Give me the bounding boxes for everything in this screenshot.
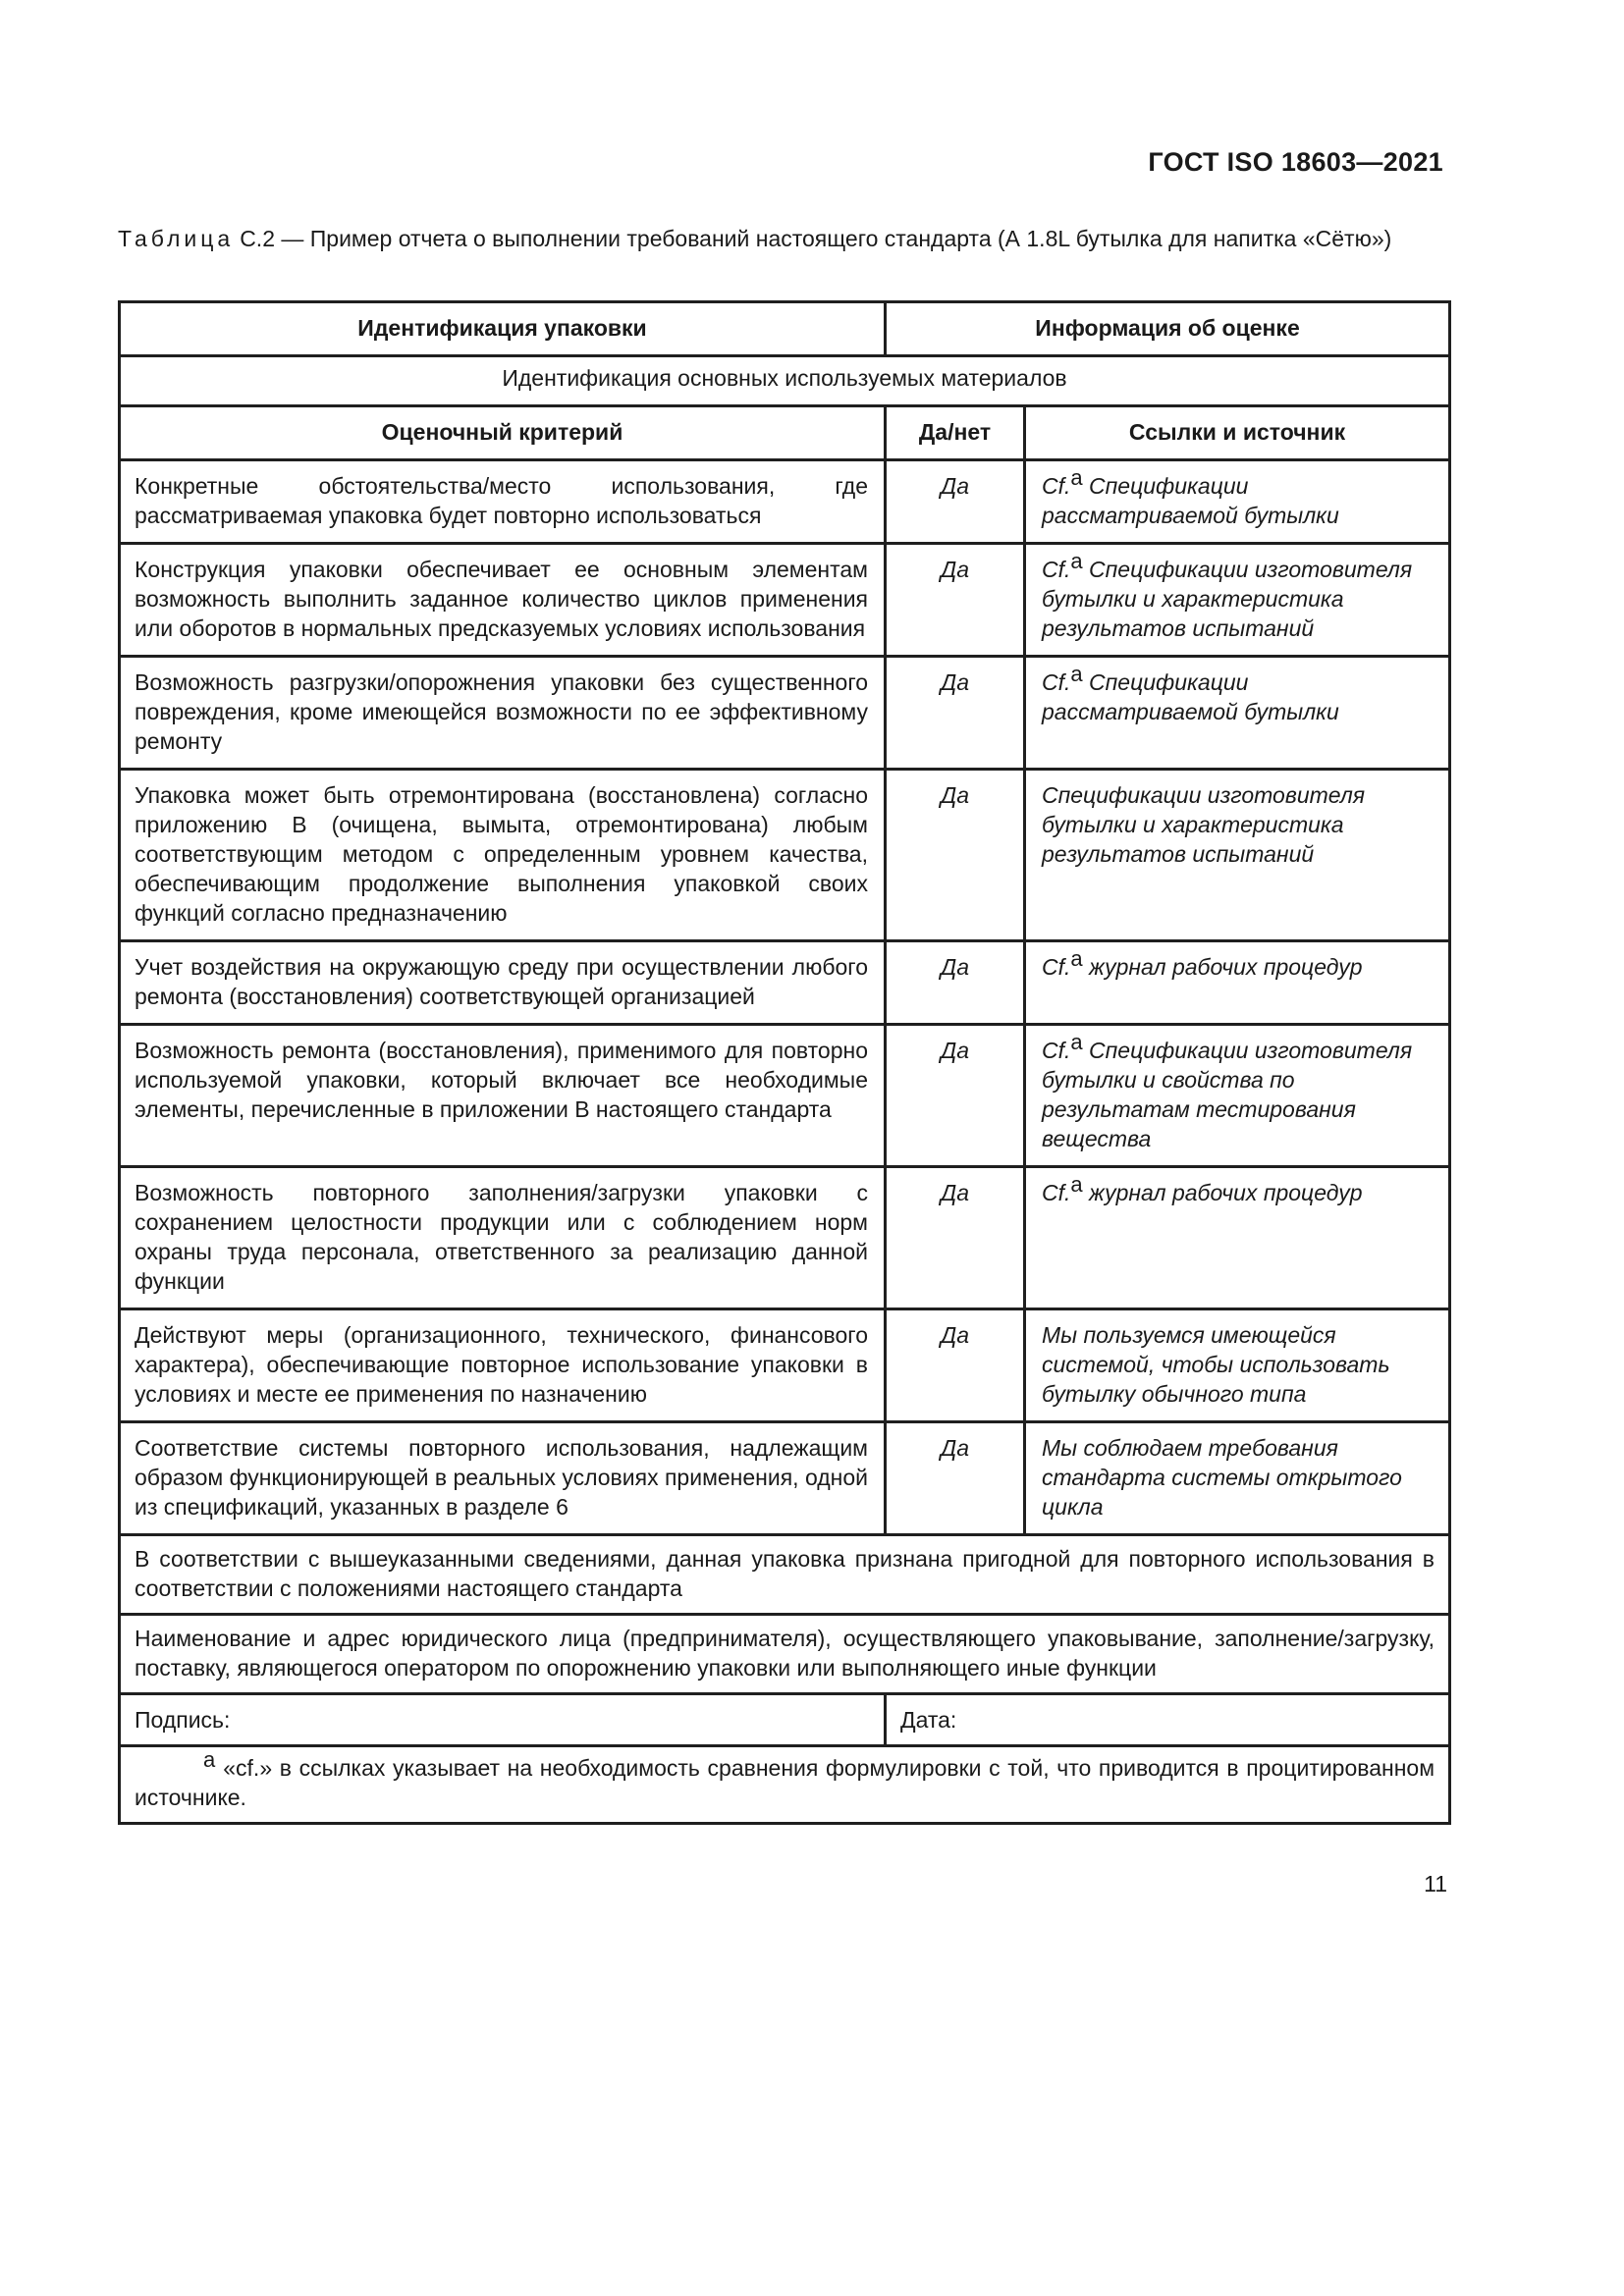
footnote-ref-mark: a [1070, 946, 1083, 971]
ref-text: Мы пользуемся имеющейся системой, чтобы использовать бутылку обычного типа [1042, 1322, 1390, 1407]
table-row [120, 770, 1450, 941]
header-assess-info: Информация об оценке [886, 302, 1450, 356]
criterion-cell: Конструкция упаковки обеспечивает ее основным элементам возможность выполнить заданное количество циклов применения или оборотов в нормальных предсказуемых условиях использования [120, 544, 886, 657]
table-row [120, 1025, 1450, 1167]
ref-prefix: Cf. [1042, 557, 1071, 582]
criterion-cell: Конкретные обстоятельства/место использования, где рассматриваемая упаковка будет повторно использоваться [120, 460, 886, 544]
reference-cell [1025, 1167, 1450, 1309]
table-row [120, 1167, 1450, 1309]
ref-prefix: Cf. [1042, 669, 1071, 695]
conclusion-row: В соответствии с вышеуказанными сведениями, данная упаковка признана пригодной для повторного использования в соответствии с положениями настоящего стандарта [120, 1535, 1450, 1615]
answer-cell: Да [886, 1309, 1025, 1422]
footnote-ref-mark: a [1070, 549, 1083, 573]
reference-cell [1025, 657, 1450, 770]
answer-cell: Да [886, 657, 1025, 770]
footnote-row [120, 1746, 1450, 1824]
materials-row: Идентификация основных используемых материалов [120, 356, 1450, 406]
caption-lead: Таблица [118, 226, 235, 251]
answer-cell: Да [886, 941, 1025, 1025]
answer-cell: Да [886, 770, 1025, 941]
criterion-cell: Возможность разгрузки/опорожнения упаковки без существенного повреждения, кроме имеющейся возможности по ее эффективному ремонту [120, 657, 886, 770]
entity-row: Наименование и адрес юридического лица (предпринимателя), осуществляющего упаковывание, заполнение/загрузку, поставку, являющегося оператором по опорожнению упаковки или выполняющего иные функции [120, 1615, 1450, 1694]
table-row [120, 460, 1450, 544]
ref-text: Спецификации рассматриваемой бутылки [1042, 669, 1339, 724]
reference-cell [1025, 1422, 1450, 1535]
table-row [120, 657, 1450, 770]
ref-prefix: Cf. [1042, 954, 1071, 980]
ref-text: Спецификации изготовителя бутылки и характеристика результатов испытаний [1042, 557, 1413, 641]
standard-code: ГОСТ ISO 18603—2021 [1148, 147, 1443, 177]
table-row [120, 544, 1450, 657]
ref-text: Спецификации изготовителя бутылки и характеристика результатов испытаний [1042, 782, 1366, 867]
criterion-cell: Учет воздействия на окружающую среду при осуществлении любого ремонта (восстановления) соответствующей организацией [120, 941, 886, 1025]
date-cell: Дата: [886, 1694, 1450, 1746]
answer-cell: Да [886, 544, 1025, 657]
page-number: 11 [1424, 1871, 1447, 1896]
footnote-mark: a [203, 1747, 216, 1772]
reference-cell [1025, 770, 1450, 941]
ref-text: Мы соблюдаем требования стандарта системы открытого цикла [1042, 1435, 1402, 1520]
footnote-ref-mark: a [1070, 465, 1083, 490]
ref-text: Спецификации изготовителя бутылки и свойства по результатам тестирования вещества [1042, 1038, 1413, 1151]
ref-prefix: Cf. [1042, 1180, 1071, 1205]
ref-text: журнал рабочих процедур [1082, 1180, 1363, 1205]
footnote-text: «cf.» в ссылках указывает на необходимость сравнения формулировки с той, что приводится в процитированном источнике. [135, 1755, 1435, 1810]
reference-cell [1025, 1025, 1450, 1167]
header-yesno: Да/нет [886, 406, 1025, 460]
footnote-ref-mark: a [1070, 1172, 1083, 1197]
signature-cell: Подпись: [120, 1694, 886, 1746]
header-criterion: Оценочный критерий [120, 406, 886, 460]
header-pack-id: Идентификация упаковки [120, 302, 886, 356]
header-refs: Ссылки и источник [1025, 406, 1450, 460]
ref-text: Спецификации рассматриваемой бутылки [1042, 473, 1339, 528]
reference-cell [1025, 460, 1450, 544]
table-row [120, 941, 1450, 1025]
table-caption [118, 224, 1449, 253]
answer-cell: Да [886, 1167, 1025, 1309]
answer-cell: Да [886, 1422, 1025, 1535]
criterion-cell: Возможность повторного заполнения/загрузки упаковки с сохранением целостности продукции или с соблюдением норм охраны труда персонала, ответственного за реализацию данной функции [120, 1167, 886, 1309]
answer-cell: Да [886, 460, 1025, 544]
criterion-cell: Действуют меры (организационного, технического, финансового характера), обеспечивающие повторное использование упаковки в условиях и месте ее применения по назначению [120, 1309, 886, 1422]
reference-cell [1025, 941, 1450, 1025]
footnote-ref-mark: a [1070, 662, 1083, 686]
answer-cell: Да [886, 1025, 1025, 1167]
table-row [120, 1309, 1450, 1422]
reference-cell [1025, 544, 1450, 657]
criteria-rows [120, 460, 1450, 1535]
ref-prefix: Cf. [1042, 473, 1071, 499]
footnote-ref-mark: a [1070, 1030, 1083, 1054]
reference-cell [1025, 1309, 1450, 1422]
ref-text: журнал рабочих процедур [1082, 954, 1363, 980]
ref-prefix: Cf. [1042, 1038, 1071, 1063]
criterion-cell: Соответствие системы повторного использования, надлежащим образом функционирующей в реальных условиях применения, одной из спецификаций, указанных в разделе 6 [120, 1422, 886, 1535]
table-row [120, 1422, 1450, 1535]
criterion-cell: Упаковка может быть отремонтирована (восстановлена) согласно приложению В (очищена, вымыта, отремонтирована) любым соответствующим методом с определенным уровнем качества, обеспечивающим продолжение выполнения упаковкой своих функций согласно предназначению [120, 770, 886, 941]
caption-text: С.2 — Пример отчета о выполнении требований настоящего стандарта (А 1.8L бутылка для напитка «Сётю») [240, 226, 1392, 251]
assessment-report-table [118, 300, 1451, 1825]
criterion-cell: Возможность ремонта (восстановления), применимого для повторно используемой упаковки, который включает все необходимые элементы, перечисленные в приложении В настоящего стандарта [120, 1025, 886, 1167]
